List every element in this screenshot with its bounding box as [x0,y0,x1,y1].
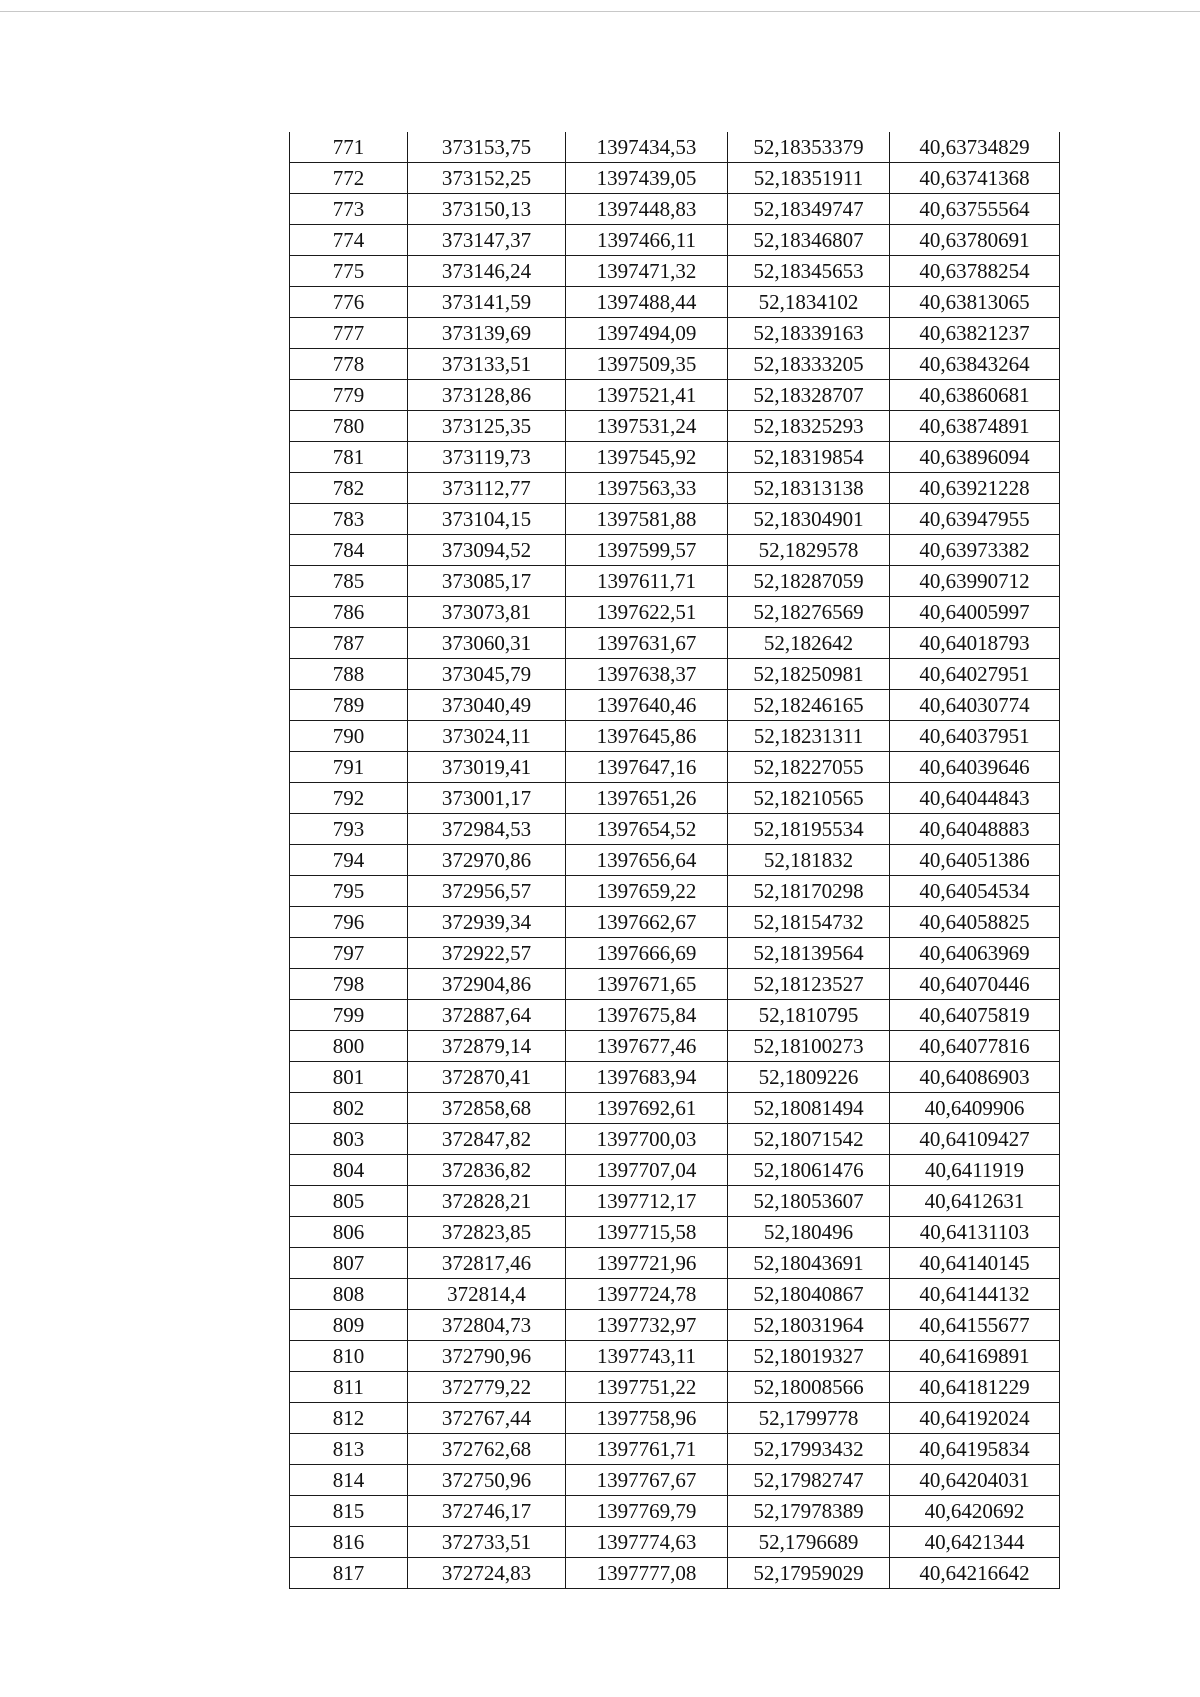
table-row [290,752,1060,783]
latitude-cell: 52,18325293 [728,411,890,442]
x-coordinate-cell: 372779,22 [408,1372,566,1403]
latitude-cell: 52,18053607 [728,1186,890,1217]
latitude-cell: 52,18353379 [728,132,890,163]
x-coordinate-cell: 373045,79 [408,659,566,690]
x-coordinate-cell: 372724,83 [408,1558,566,1589]
point-number-cell: 791 [290,752,408,783]
latitude-cell: 52,18031964 [728,1310,890,1341]
x-coordinate-cell: 373150,13 [408,194,566,225]
y-coordinate-cell: 1397707,04 [566,1155,728,1186]
table-row [290,1248,1060,1279]
x-coordinate-cell: 373119,73 [408,442,566,473]
table-row [290,380,1060,411]
latitude-cell: 52,18319854 [728,442,890,473]
longitude-cell: 40,64131103 [890,1217,1060,1248]
longitude-cell: 40,64155677 [890,1310,1060,1341]
latitude-cell: 52,18043691 [728,1248,890,1279]
table-row [290,876,1060,907]
y-coordinate-cell: 1397494,09 [566,318,728,349]
y-coordinate-cell: 1397712,17 [566,1186,728,1217]
table-row [290,1558,1060,1589]
point-number-cell: 776 [290,287,408,318]
table-row [290,1434,1060,1465]
longitude-cell: 40,6412631 [890,1186,1060,1217]
x-coordinate-cell: 372828,21 [408,1186,566,1217]
point-number-cell: 790 [290,721,408,752]
latitude-cell: 52,18100273 [728,1031,890,1062]
x-coordinate-cell: 372984,53 [408,814,566,845]
y-coordinate-cell: 1397651,26 [566,783,728,814]
table-row [290,1403,1060,1434]
point-number-cell: 812 [290,1403,408,1434]
y-coordinate-cell: 1397700,03 [566,1124,728,1155]
longitude-cell: 40,64140145 [890,1248,1060,1279]
longitude-cell: 40,64058825 [890,907,1060,938]
longitude-cell: 40,63896094 [890,442,1060,473]
longitude-cell: 40,64075819 [890,1000,1060,1031]
y-coordinate-cell: 1397599,57 [566,535,728,566]
table-row [290,628,1060,659]
point-number-cell: 782 [290,473,408,504]
coordinates-table-container [289,132,1059,1589]
longitude-cell: 40,64192024 [890,1403,1060,1434]
x-coordinate-cell: 372904,86 [408,969,566,1000]
x-coordinate-cell: 373019,41 [408,752,566,783]
x-coordinate-cell: 373094,52 [408,535,566,566]
table-row [290,1186,1060,1217]
longitude-cell: 40,63973382 [890,535,1060,566]
point-number-cell: 779 [290,380,408,411]
y-coordinate-cell: 1397777,08 [566,1558,728,1589]
y-coordinate-cell: 1397509,35 [566,349,728,380]
table-row [290,1496,1060,1527]
y-coordinate-cell: 1397434,53 [566,132,728,163]
y-coordinate-cell: 1397751,22 [566,1372,728,1403]
point-number-cell: 798 [290,969,408,1000]
x-coordinate-cell: 373125,35 [408,411,566,442]
point-number-cell: 803 [290,1124,408,1155]
longitude-cell: 40,6411919 [890,1155,1060,1186]
point-number-cell: 799 [290,1000,408,1031]
y-coordinate-cell: 1397662,67 [566,907,728,938]
longitude-cell: 40,64204031 [890,1465,1060,1496]
point-number-cell: 807 [290,1248,408,1279]
longitude-cell: 40,64039646 [890,752,1060,783]
longitude-cell: 40,64005997 [890,597,1060,628]
y-coordinate-cell: 1397774,63 [566,1527,728,1558]
latitude-cell: 52,17993432 [728,1434,890,1465]
table-row [290,132,1060,163]
point-number-cell: 787 [290,628,408,659]
longitude-cell: 40,63780691 [890,225,1060,256]
latitude-cell: 52,18276569 [728,597,890,628]
point-number-cell: 805 [290,1186,408,1217]
y-coordinate-cell: 1397675,84 [566,1000,728,1031]
x-coordinate-cell: 372847,82 [408,1124,566,1155]
table-row [290,783,1060,814]
latitude-cell: 52,18328707 [728,380,890,411]
latitude-cell: 52,18071542 [728,1124,890,1155]
table-row [290,411,1060,442]
y-coordinate-cell: 1397545,92 [566,442,728,473]
table-row [290,1000,1060,1031]
y-coordinate-cell: 1397683,94 [566,1062,728,1093]
table-row [290,845,1060,876]
point-number-cell: 795 [290,876,408,907]
point-number-cell: 773 [290,194,408,225]
coordinates-table [289,132,1060,1589]
table-row [290,1310,1060,1341]
x-coordinate-cell: 372836,82 [408,1155,566,1186]
point-number-cell: 785 [290,566,408,597]
x-coordinate-cell: 373139,69 [408,318,566,349]
y-coordinate-cell: 1397767,67 [566,1465,728,1496]
x-coordinate-cell: 372750,96 [408,1465,566,1496]
latitude-cell: 52,180496 [728,1217,890,1248]
longitude-cell: 40,63813065 [890,287,1060,318]
point-number-cell: 788 [290,659,408,690]
latitude-cell: 52,18170298 [728,876,890,907]
longitude-cell: 40,64086903 [890,1062,1060,1093]
y-coordinate-cell: 1397531,24 [566,411,728,442]
point-number-cell: 817 [290,1558,408,1589]
scan-edge-line [0,11,1200,12]
y-coordinate-cell: 1397439,05 [566,163,728,194]
table-row [290,1155,1060,1186]
longitude-cell: 40,64051386 [890,845,1060,876]
longitude-cell: 40,64027951 [890,659,1060,690]
latitude-cell: 52,18139564 [728,938,890,969]
point-number-cell: 797 [290,938,408,969]
y-coordinate-cell: 1397743,11 [566,1341,728,1372]
longitude-cell: 40,63755564 [890,194,1060,225]
point-number-cell: 792 [290,783,408,814]
latitude-cell: 52,18008566 [728,1372,890,1403]
x-coordinate-cell: 372804,73 [408,1310,566,1341]
point-number-cell: 809 [290,1310,408,1341]
x-coordinate-cell: 373146,24 [408,256,566,287]
table-row [290,1372,1060,1403]
latitude-cell: 52,18123527 [728,969,890,1000]
table-row [290,225,1060,256]
point-number-cell: 815 [290,1496,408,1527]
table-row [290,163,1060,194]
x-coordinate-cell: 372746,17 [408,1496,566,1527]
y-coordinate-cell: 1397666,69 [566,938,728,969]
longitude-cell: 40,64044843 [890,783,1060,814]
x-coordinate-cell: 373040,49 [408,690,566,721]
latitude-cell: 52,181832 [728,845,890,876]
y-coordinate-cell: 1397488,44 [566,287,728,318]
y-coordinate-cell: 1397611,71 [566,566,728,597]
longitude-cell: 40,6421344 [890,1527,1060,1558]
longitude-cell: 40,63843264 [890,349,1060,380]
x-coordinate-cell: 372762,68 [408,1434,566,1465]
point-number-cell: 774 [290,225,408,256]
table-row [290,194,1060,225]
point-number-cell: 778 [290,349,408,380]
x-coordinate-cell: 373153,75 [408,132,566,163]
latitude-cell: 52,1796689 [728,1527,890,1558]
latitude-cell: 52,1829578 [728,535,890,566]
point-number-cell: 781 [290,442,408,473]
point-number-cell: 793 [290,814,408,845]
point-number-cell: 813 [290,1434,408,1465]
longitude-cell: 40,63788254 [890,256,1060,287]
table-row [290,907,1060,938]
longitude-cell: 40,64181229 [890,1372,1060,1403]
y-coordinate-cell: 1397466,11 [566,225,728,256]
y-coordinate-cell: 1397631,67 [566,628,728,659]
latitude-cell: 52,1809226 [728,1062,890,1093]
x-coordinate-cell: 372879,14 [408,1031,566,1062]
longitude-cell: 40,63874891 [890,411,1060,442]
x-coordinate-cell: 373147,37 [408,225,566,256]
latitude-cell: 52,18227055 [728,752,890,783]
point-number-cell: 816 [290,1527,408,1558]
point-number-cell: 775 [290,256,408,287]
x-coordinate-cell: 372887,64 [408,1000,566,1031]
latitude-cell: 52,18231311 [728,721,890,752]
point-number-cell: 789 [290,690,408,721]
latitude-cell: 52,18333205 [728,349,890,380]
point-number-cell: 808 [290,1279,408,1310]
y-coordinate-cell: 1397656,64 [566,845,728,876]
latitude-cell: 52,18351911 [728,163,890,194]
y-coordinate-cell: 1397654,52 [566,814,728,845]
longitude-cell: 40,6409906 [890,1093,1060,1124]
point-number-cell: 811 [290,1372,408,1403]
y-coordinate-cell: 1397521,41 [566,380,728,411]
point-number-cell: 777 [290,318,408,349]
point-number-cell: 786 [290,597,408,628]
y-coordinate-cell: 1397715,58 [566,1217,728,1248]
x-coordinate-cell: 372814,4 [408,1279,566,1310]
x-coordinate-cell: 373133,51 [408,349,566,380]
x-coordinate-cell: 372858,68 [408,1093,566,1124]
y-coordinate-cell: 1397758,96 [566,1403,728,1434]
table-row [290,349,1060,380]
x-coordinate-cell: 372956,57 [408,876,566,907]
longitude-cell: 40,64037951 [890,721,1060,752]
point-number-cell: 796 [290,907,408,938]
longitude-cell: 40,64144132 [890,1279,1060,1310]
table-row [290,1465,1060,1496]
latitude-cell: 52,18154732 [728,907,890,938]
latitude-cell: 52,1834102 [728,287,890,318]
latitude-cell: 52,17959029 [728,1558,890,1589]
table-row [290,814,1060,845]
x-coordinate-cell: 373001,17 [408,783,566,814]
longitude-cell: 40,64063969 [890,938,1060,969]
longitude-cell: 40,64109427 [890,1124,1060,1155]
x-coordinate-cell: 372970,86 [408,845,566,876]
table-row [290,318,1060,349]
y-coordinate-cell: 1397761,71 [566,1434,728,1465]
table-row [290,1062,1060,1093]
table-row [290,1031,1060,1062]
y-coordinate-cell: 1397448,83 [566,194,728,225]
latitude-cell: 52,18081494 [728,1093,890,1124]
latitude-cell: 52,18061476 [728,1155,890,1186]
latitude-cell: 52,182642 [728,628,890,659]
latitude-cell: 52,1810795 [728,1000,890,1031]
latitude-cell: 52,18304901 [728,504,890,535]
longitude-cell: 40,63821237 [890,318,1060,349]
table-row [290,566,1060,597]
y-coordinate-cell: 1397677,46 [566,1031,728,1062]
latitude-cell: 52,18339163 [728,318,890,349]
x-coordinate-cell: 373073,81 [408,597,566,628]
x-coordinate-cell: 373085,17 [408,566,566,597]
latitude-cell: 52,17978389 [728,1496,890,1527]
latitude-cell: 52,18287059 [728,566,890,597]
x-coordinate-cell: 373141,59 [408,287,566,318]
table-row [290,1217,1060,1248]
latitude-cell: 52,17982747 [728,1465,890,1496]
latitude-cell: 52,18349747 [728,194,890,225]
longitude-cell: 40,63921228 [890,473,1060,504]
x-coordinate-cell: 373024,11 [408,721,566,752]
longitude-cell: 40,64018793 [890,628,1060,659]
latitude-cell: 52,1799778 [728,1403,890,1434]
y-coordinate-cell: 1397659,22 [566,876,728,907]
y-coordinate-cell: 1397638,37 [566,659,728,690]
point-number-cell: 794 [290,845,408,876]
y-coordinate-cell: 1397471,32 [566,256,728,287]
table-row [290,473,1060,504]
point-number-cell: 800 [290,1031,408,1062]
longitude-cell: 40,64216642 [890,1558,1060,1589]
y-coordinate-cell: 1397732,97 [566,1310,728,1341]
point-number-cell: 784 [290,535,408,566]
point-number-cell: 780 [290,411,408,442]
y-coordinate-cell: 1397671,65 [566,969,728,1000]
table-row [290,597,1060,628]
x-coordinate-cell: 372922,57 [408,938,566,969]
point-number-cell: 772 [290,163,408,194]
latitude-cell: 52,18195534 [728,814,890,845]
longitude-cell: 40,64070446 [890,969,1060,1000]
longitude-cell: 40,64054534 [890,876,1060,907]
table-row [290,287,1060,318]
latitude-cell: 52,18040867 [728,1279,890,1310]
latitude-cell: 52,18346807 [728,225,890,256]
point-number-cell: 804 [290,1155,408,1186]
point-number-cell: 814 [290,1465,408,1496]
table-row [290,690,1060,721]
longitude-cell: 40,6420692 [890,1496,1060,1527]
x-coordinate-cell: 372733,51 [408,1527,566,1558]
longitude-cell: 40,64030774 [890,690,1060,721]
latitude-cell: 52,18246165 [728,690,890,721]
table-row [290,1527,1060,1558]
longitude-cell: 40,64077816 [890,1031,1060,1062]
longitude-cell: 40,63734829 [890,132,1060,163]
point-number-cell: 802 [290,1093,408,1124]
y-coordinate-cell: 1397622,51 [566,597,728,628]
x-coordinate-cell: 372939,34 [408,907,566,938]
x-coordinate-cell: 372870,41 [408,1062,566,1093]
longitude-cell: 40,63860681 [890,380,1060,411]
longitude-cell: 40,64169891 [890,1341,1060,1372]
y-coordinate-cell: 1397647,16 [566,752,728,783]
y-coordinate-cell: 1397563,33 [566,473,728,504]
longitude-cell: 40,63947955 [890,504,1060,535]
latitude-cell: 52,18250981 [728,659,890,690]
table-row [290,721,1060,752]
table-body [290,132,1060,1589]
latitude-cell: 52,18019327 [728,1341,890,1372]
latitude-cell: 52,18345653 [728,256,890,287]
point-number-cell: 806 [290,1217,408,1248]
x-coordinate-cell: 373128,86 [408,380,566,411]
y-coordinate-cell: 1397769,79 [566,1496,728,1527]
table-row [290,504,1060,535]
latitude-cell: 52,18313138 [728,473,890,504]
table-row [290,659,1060,690]
table-row [290,1093,1060,1124]
x-coordinate-cell: 373112,77 [408,473,566,504]
table-row [290,256,1060,287]
table-row [290,938,1060,969]
longitude-cell: 40,63741368 [890,163,1060,194]
table-row [290,969,1060,1000]
y-coordinate-cell: 1397724,78 [566,1279,728,1310]
latitude-cell: 52,18210565 [728,783,890,814]
y-coordinate-cell: 1397581,88 [566,504,728,535]
y-coordinate-cell: 1397640,46 [566,690,728,721]
x-coordinate-cell: 373060,31 [408,628,566,659]
x-coordinate-cell: 372767,44 [408,1403,566,1434]
x-coordinate-cell: 372823,85 [408,1217,566,1248]
table-row [290,442,1060,473]
x-coordinate-cell: 372790,96 [408,1341,566,1372]
x-coordinate-cell: 373152,25 [408,163,566,194]
x-coordinate-cell: 372817,46 [408,1248,566,1279]
y-coordinate-cell: 1397721,96 [566,1248,728,1279]
point-number-cell: 810 [290,1341,408,1372]
table-row [290,1124,1060,1155]
table-row [290,1279,1060,1310]
x-coordinate-cell: 373104,15 [408,504,566,535]
point-number-cell: 801 [290,1062,408,1093]
table-row [290,535,1060,566]
table-row [290,1341,1060,1372]
longitude-cell: 40,64195834 [890,1434,1060,1465]
y-coordinate-cell: 1397692,61 [566,1093,728,1124]
point-number-cell: 783 [290,504,408,535]
longitude-cell: 40,63990712 [890,566,1060,597]
longitude-cell: 40,64048883 [890,814,1060,845]
y-coordinate-cell: 1397645,86 [566,721,728,752]
point-number-cell: 771 [290,132,408,163]
